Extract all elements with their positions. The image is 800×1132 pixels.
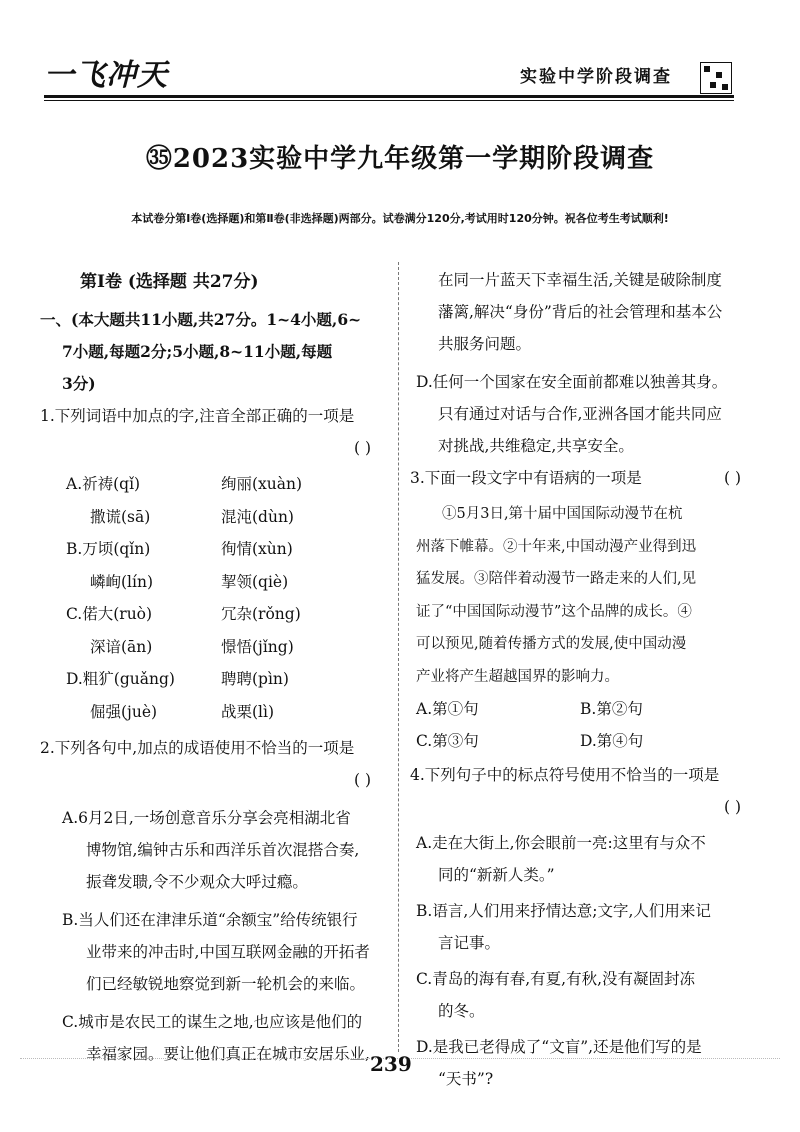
q3-stem-row xyxy=(410,462,755,494)
option-word: A.祈祷(qǐ) xyxy=(66,475,141,493)
option-word: D.粗犷(guǎng) xyxy=(66,670,175,688)
option-row xyxy=(40,468,385,501)
option-word: 憬悟(jǐng) xyxy=(221,637,294,656)
q2-option-b: B.当人们还在津津乐道“余额宝”给传统银行 xyxy=(62,911,358,929)
q2-option-b: 业带来的冲击时,中国互联网金融的开拓者 xyxy=(86,943,370,961)
q2-option-c-cont: 藩篱,解决“身份”背后的社会管理和基本公 xyxy=(438,303,723,321)
passage-line: 产业将产生超越国界的影响力。 xyxy=(416,668,619,685)
q2-option-b: 们已经敏锐地察觉到新一轮机会的来临。 xyxy=(86,975,366,993)
exam-notice: 本试卷分第Ⅰ卷(选择题)和第Ⅱ卷(非选择题)两部分。试卷满分120分,考试用时120分钟。祝各位考生考试顺利! xyxy=(131,212,669,225)
q2-option-a: A.6月2日,一场创意音乐分享会亮相湖北省 xyxy=(62,809,351,827)
q2-option-d: D.任何一个国家在安全面前都难以独善其身。 xyxy=(416,373,728,391)
option-word: 战栗(lì) xyxy=(221,702,275,721)
option-row xyxy=(40,663,385,696)
q4-answer-paren: ( ) xyxy=(723,798,741,816)
option-word: 倔强(juè) xyxy=(90,702,158,721)
q4-option-b: 言记事。 xyxy=(438,934,501,952)
instruction-line: 一、(本大题共11小题,共27分。1~4小题,6~ xyxy=(40,310,362,329)
q2-option-c: 幸福家园。要让他们真正在城市安居乐业, xyxy=(86,1045,370,1063)
option-word: 聘聘(pìn) xyxy=(221,670,289,688)
passage-line: 证了“中国国际动漫节”这个品牌的成长。④ xyxy=(416,603,692,620)
option-row xyxy=(40,631,385,664)
q3-option: A.第①句 xyxy=(416,700,479,718)
instruction-line: 7小题,每题2分;5小题,8~11小题,每题 xyxy=(62,342,333,361)
q1-options xyxy=(40,468,385,728)
option-word: 绚丽(xuàn) xyxy=(221,475,303,493)
q2-option-d: 只有通过对话与合作,亚洲各国才能共同应 xyxy=(438,405,722,423)
q2-option-a: 博物馆,编钟古乐和西洋乐首次混搭合奏, xyxy=(86,841,360,859)
header-title: 实验中学阶段调查 xyxy=(520,67,672,87)
option-word: 嶙峋(lín) xyxy=(90,572,153,591)
q4-option-b: B.语言,人们用来抒情达意;文字,人们用来记 xyxy=(416,902,711,920)
q4-option-c: C.青岛的海有春,有夏,有秋,没有凝固封冻 xyxy=(416,970,696,988)
q2-option-d: 对挑战,共维稳定,共享安全。 xyxy=(438,437,634,455)
q3-option: B.第②句 xyxy=(580,700,643,718)
option-word: C.偌大(ruò) xyxy=(66,605,153,623)
q2-option-a: 振聋发聩,令不少观众大呼过瘾。 xyxy=(86,873,308,891)
option-word: B.万顷(qǐn) xyxy=(66,540,151,558)
option-word: 深谙(ān) xyxy=(90,637,153,656)
q2-option-c: C.城市是农民工的谋生之地,也应该是他们的 xyxy=(62,1013,363,1031)
q4-stem: 4.下列句子中的标点符号使用不恰当的一项是 xyxy=(410,766,720,784)
q4-option-d: D.是我已老得成了“文盲”,还是他们写的是 xyxy=(416,1038,702,1056)
instruction-line: 3分) xyxy=(62,374,96,393)
q3-stem: 3.下面一段文字中有语病的一项是 xyxy=(410,469,642,487)
option-word: 冗杂(rǒng) xyxy=(221,605,301,623)
q1-answer-paren: ( ) xyxy=(353,439,371,457)
right-column xyxy=(410,264,755,1095)
header-rule-thin xyxy=(44,100,734,101)
option-row xyxy=(40,501,385,534)
q3-option: D.第④句 xyxy=(580,732,644,750)
option-row xyxy=(40,566,385,599)
q3-options-row xyxy=(410,693,755,725)
q3-answer-paren: ( ) xyxy=(723,469,741,487)
option-word: 挈领(qiè) xyxy=(221,572,289,591)
option-word: 撒谎(sā) xyxy=(90,507,151,526)
q4-option-c: 的冬。 xyxy=(438,1002,485,1020)
page-title: ㉟2023实验中学九年级第一学期阶段调查 xyxy=(145,144,655,174)
q2-answer-paren: ( ) xyxy=(353,771,371,789)
q2-option-c-cont: 共服务问题。 xyxy=(438,335,532,353)
option-word: 混沌(dùn) xyxy=(221,507,294,526)
page-number: 239 xyxy=(370,1052,412,1076)
header-rule xyxy=(44,95,734,98)
passage-line: ①5月3日,第十届中国国际动漫节在杭 xyxy=(442,506,683,522)
passage-line: 猛发展。③陪伴着动漫节一路走来的人们,见 xyxy=(416,571,697,587)
q1-stem: 1.下列词语中加点的字,注音全部正确的一项是 xyxy=(40,407,355,425)
q2-option-c-cont: 在同一片蓝天下幸福生活,关键是破除制度 xyxy=(438,271,722,289)
q4-option-d: “天书”? xyxy=(438,1070,494,1088)
option-row xyxy=(40,598,385,631)
left-column xyxy=(40,266,385,1070)
q4-option-a: A.走在大街上,你会眼前一亮:这里有与众不 xyxy=(416,834,706,852)
q3-options-row xyxy=(410,725,755,757)
q3-passage xyxy=(410,498,755,693)
section-heading: 第Ⅰ卷 (选择题 共27分) xyxy=(80,272,259,292)
q3-option: C.第③句 xyxy=(416,732,479,750)
q4-option-a: 同的“新新人类。” xyxy=(438,866,555,884)
passage-line: 州落下帷幕。②十年来,中国动漫产业得到迅 xyxy=(416,538,697,555)
header-decoration-box xyxy=(700,62,732,94)
option-row xyxy=(40,696,385,729)
option-word: 徇情(xùn) xyxy=(221,540,293,558)
column-divider xyxy=(398,262,399,1052)
q2-stem: 2.下列各句中,加点的成语使用不恰当的一项是 xyxy=(40,739,355,757)
passage-line: 可以预见,随着传播方式的发展,使中国动漫 xyxy=(416,636,687,652)
option-row xyxy=(40,533,385,566)
brand-logo: 一飞冲天 xyxy=(44,58,168,93)
